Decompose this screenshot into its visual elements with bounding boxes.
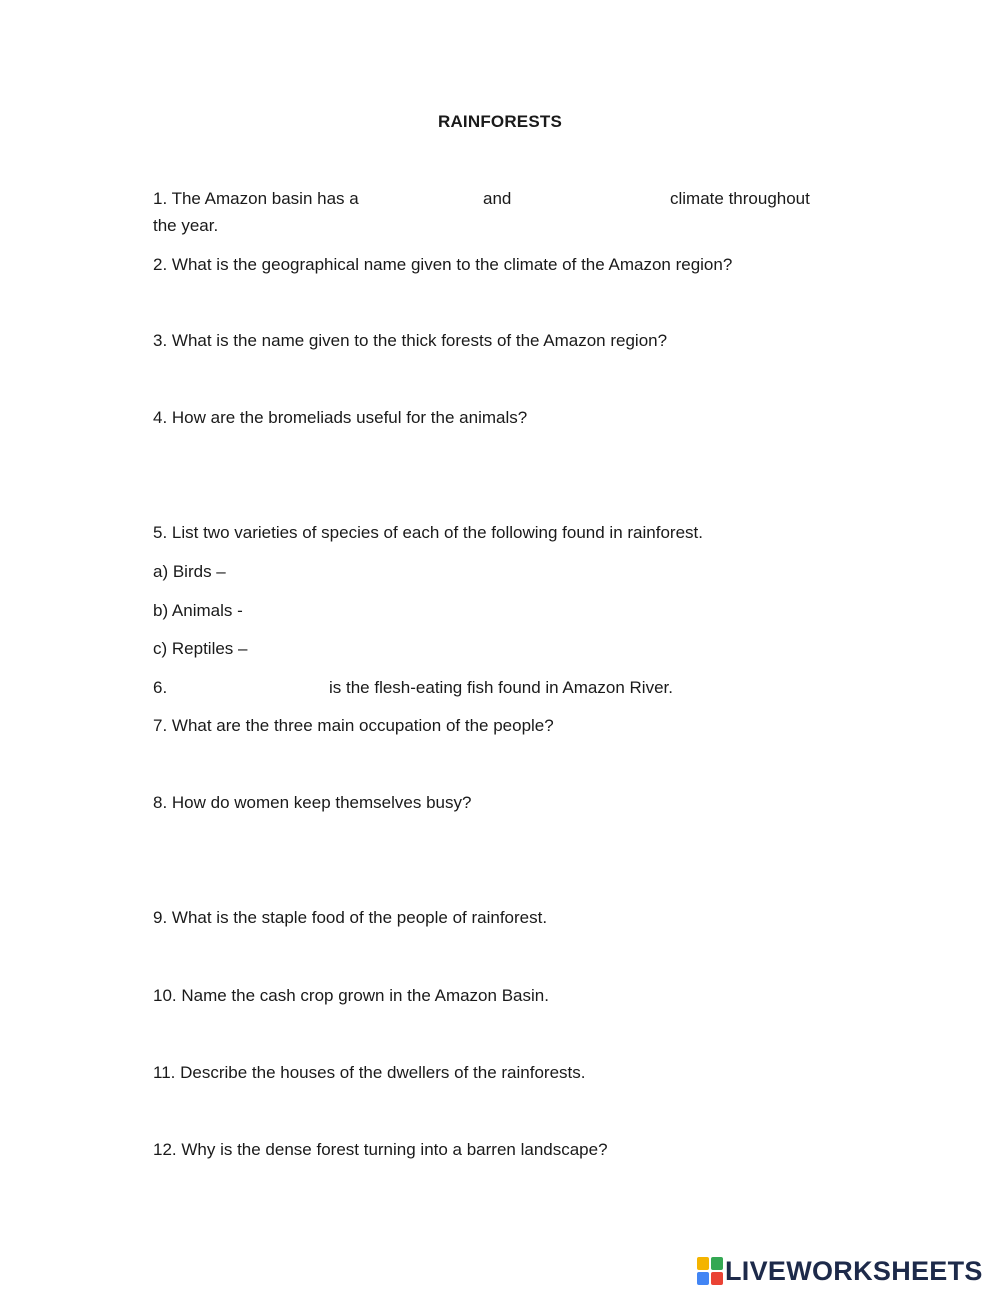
question-1-part-a: 1. The Amazon basin has a <box>153 189 359 208</box>
question-10: 10. Name the cash crop grown in the Amazon Basin. <box>153 986 549 1005</box>
question-2: 2. What is the geographical name given to the climate of the Amazon region? <box>153 255 733 274</box>
question-1-part-c: climate throughout <box>670 189 810 208</box>
question-5c: c) Reptiles – <box>153 639 248 658</box>
question-8: 8. How do women keep themselves busy? <box>153 793 472 812</box>
question-1-part-d: the year. <box>153 216 219 235</box>
logo-square-blue <box>697 1272 709 1285</box>
question-11: 11. Describe the houses of the dwellers of the rainforests. <box>153 1063 586 1082</box>
liveworksheets-logo-icon <box>697 1257 723 1285</box>
logo-square-yellow <box>697 1257 709 1270</box>
question-3: 3. What is the name given to the thick forests of the Amazon region? <box>153 331 668 350</box>
logo-text: LIVEWORKSHEETS <box>725 1255 983 1286</box>
question-5a: a) Birds – <box>153 562 226 581</box>
question-7: 7. What are the three main occupation of the people? <box>153 716 554 735</box>
question-6-text: is the flesh-eating fish found in Amazon River. <box>329 678 673 697</box>
logo-square-green <box>711 1257 723 1270</box>
question-1-part-b: and <box>483 189 512 208</box>
question-9: 9. What is the staple food of the people of rainforest. <box>153 908 548 927</box>
liveworksheets-logo <box>697 1256 983 1286</box>
worksheet-title: RAINFORESTS <box>437 112 563 131</box>
question-12: 12. Why is the dense forest turning into a barren landscape? <box>153 1140 608 1159</box>
question-6-number: 6. <box>153 678 168 697</box>
question-5: 5. List two varieties of species of each of the following found in rainforest. <box>153 523 703 542</box>
question-5b: b) Animals - <box>153 601 243 620</box>
question-4: 4. How are the bromeliads useful for the animals? <box>153 408 528 427</box>
logo-square-red <box>711 1272 723 1285</box>
